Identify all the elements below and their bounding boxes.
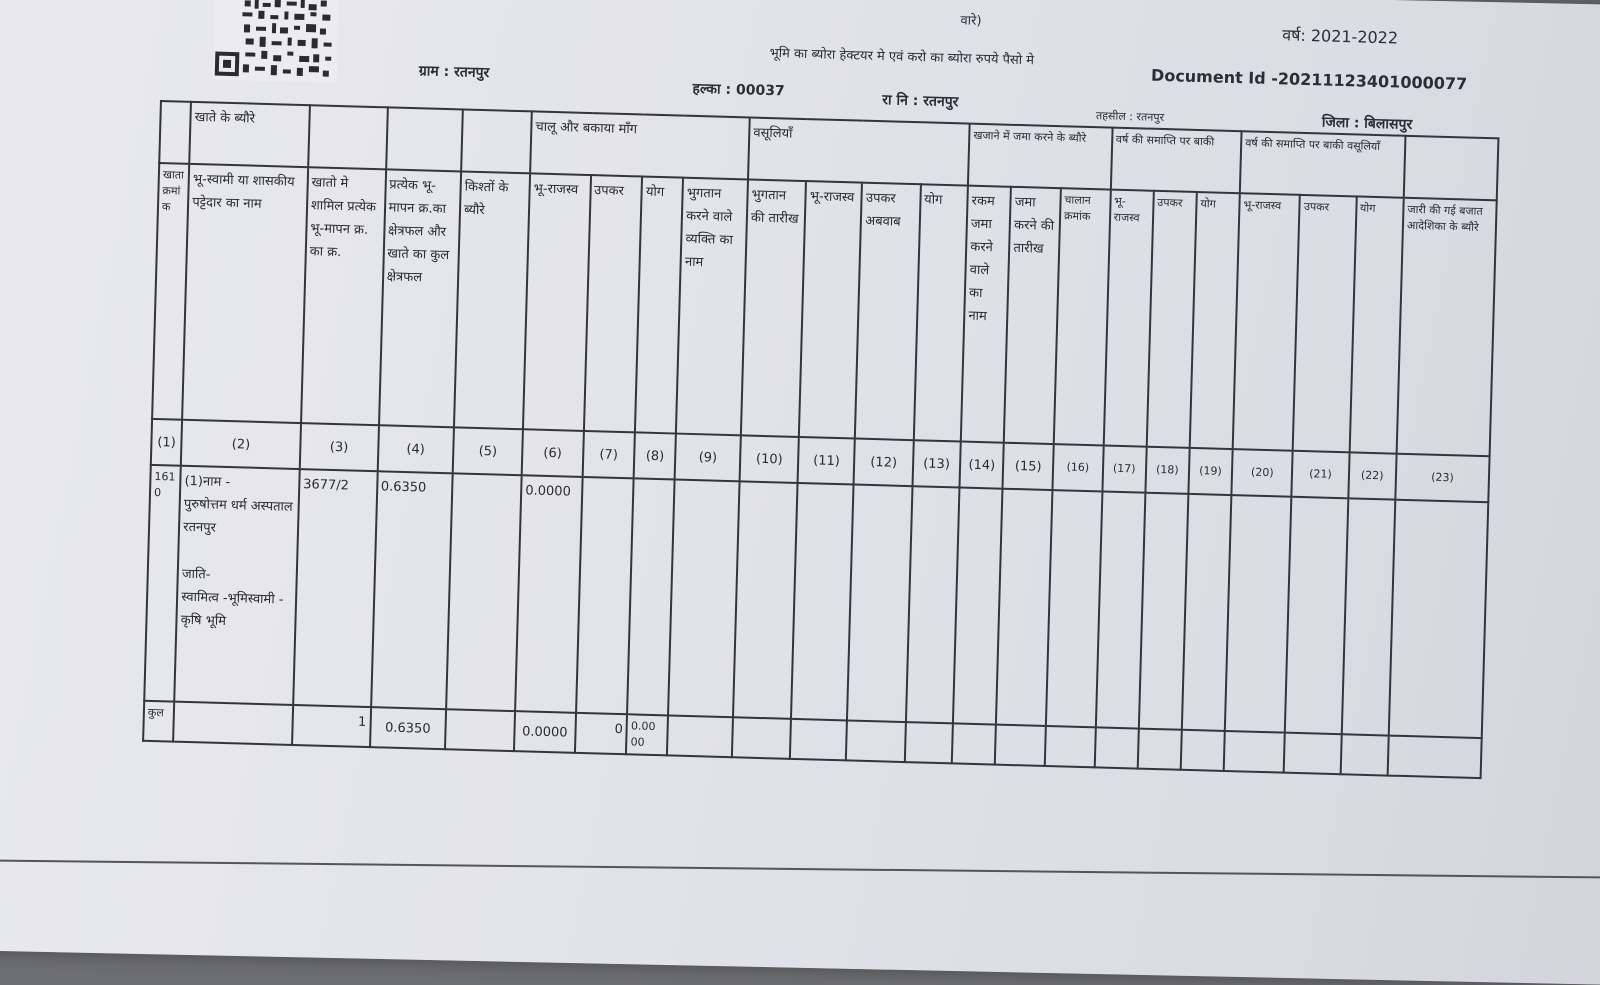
qr-code <box>213 0 339 83</box>
bhu-rajasva-value: 0.0000 <box>515 475 582 713</box>
col-num: (13) <box>912 440 961 487</box>
group-varsh-baki-vasuliyan: वर्ष की समाप्ति पर बाकी वसूलियाँ <box>1240 131 1406 198</box>
owner-details <box>174 466 299 705</box>
survey-number: 3677/2 <box>293 469 377 707</box>
owner-name: पुरुषोत्तम धर्म अस्पताल रतनपुर <box>183 496 293 536</box>
group-khajane: खजाने में जमा करने के ब्यौरे <box>968 124 1112 190</box>
col-header-16: चालान क्रमांक <box>1054 188 1111 445</box>
col-header-21: उपकर <box>1293 195 1356 452</box>
col-num: (9) <box>675 434 741 482</box>
col-num: (8) <box>634 432 676 479</box>
col-num: (21) <box>1292 451 1349 499</box>
col-header-5: किश्तों के ब्यौरे <box>454 171 530 429</box>
total-area: 0.6350 <box>370 707 447 749</box>
col-header-22: योग <box>1349 196 1404 453</box>
ownership-type: स्वामित्व -भूमिस्वामी - कृषि भूमि <box>180 589 284 630</box>
col-num: (5) <box>453 427 523 475</box>
col-num: (2) <box>181 420 301 469</box>
group-vasuliyan: वसूलियाँ <box>748 117 970 185</box>
col-header-11: भू-राजस्व <box>799 181 862 438</box>
col-header-18: उपकर <box>1146 191 1196 448</box>
col-num: (16) <box>1052 444 1103 491</box>
col-num: (3) <box>300 423 379 471</box>
group-varsh-baki: वर्ष की समाप्ति पर बाकी <box>1110 128 1241 194</box>
col-header-19: योग <box>1190 192 1240 449</box>
col-header-13: योग <box>913 184 968 441</box>
partial-top-text: वारे) <box>960 13 982 29</box>
col-num: (15) <box>1003 443 1054 490</box>
total-count: 1 <box>292 705 371 747</box>
col-header-20: भू-राजस्व <box>1233 193 1301 451</box>
col-num: (17) <box>1102 445 1146 492</box>
col-num: (23) <box>1395 454 1489 503</box>
col-header-1: खाता क्रमांक <box>152 163 189 420</box>
col-header-14: रकम जमा करने वाले का नाम <box>961 186 1011 443</box>
khata-number: 161 0 <box>144 465 181 702</box>
year-label: वर्ष: 2021-2022 <box>1281 25 1399 48</box>
col-num: (18) <box>1145 447 1189 494</box>
col-header-2: भू-स्वामी या शासकीय पट्टेदार का नाम <box>182 164 308 423</box>
group-khate-ke-byore: खाते के ब्यौरे <box>189 102 309 167</box>
land-record-table <box>142 100 1499 779</box>
col-header-3: खातो मे शामिल प्रत्येक भू-मापन क्र. का क्र. <box>301 167 386 425</box>
gram-label: ग्राम : रतनपुर <box>418 63 490 82</box>
col-header-9: भुगतान करने वाले व्यक्ति का नाम <box>676 178 748 436</box>
col-header-4: प्रत्येक भू-मापन क्र.का क्षेत्रफल और खाते का कुल क्षेत्रफल <box>379 169 462 427</box>
total-upkar: 0 <box>574 713 627 754</box>
area-value: 0.6350 <box>371 471 453 709</box>
col-num: (14) <box>960 441 1004 488</box>
col-num: (12) <box>854 439 914 487</box>
col-num: (19) <box>1188 448 1232 495</box>
group-chalu-bakaya: चालू और बकाया माँग <box>530 111 750 179</box>
tehsil-label: तहसील : रतनपुर <box>1095 109 1165 125</box>
col-header-12: उपकर अबवाब <box>855 183 920 441</box>
units-description: भूमि का ब्योरा हेक्टयर मे एवं करो का ब्योरा रुपये पैसो मे <box>769 46 1035 69</box>
total-label: कुल <box>143 701 174 742</box>
jila-label: जिला : बिलासपुर <box>1321 114 1413 133</box>
col-num: (11) <box>798 437 855 485</box>
col-num: (10) <box>740 435 800 483</box>
total-bhu-rajasva: 0.0000 <box>514 711 575 753</box>
total-yog: 0.00 00 <box>626 714 668 755</box>
col-header-10: भुगतान की तारीख <box>741 179 806 437</box>
table-row <box>144 465 1488 738</box>
column-header-row <box>152 163 1497 456</box>
col-header-15: जमा करने की तारीख <box>1004 187 1061 444</box>
ra-ni-label: रा नि : रतनपुर <box>882 92 959 111</box>
col-header-23: जारी की गई बजात आदेशिका के ब्यौरे <box>1397 198 1497 456</box>
col-num: (7) <box>582 431 635 478</box>
col-header-17: भू-राजस्व <box>1103 190 1153 447</box>
col-header-8: योग <box>635 176 683 433</box>
col-header-7: उपकर <box>583 175 642 432</box>
document-id: Document Id -20211123401000077 <box>1150 65 1468 94</box>
col-num: (1) <box>151 419 182 466</box>
col-num: (4) <box>377 425 454 473</box>
halka-label: हल्का : 00037 <box>692 80 785 100</box>
col-num: (6) <box>522 429 584 477</box>
col-num: (20) <box>1231 449 1293 497</box>
owner-name-label: (1)नाम - <box>184 473 231 491</box>
caste-label: जाति- <box>181 566 211 583</box>
col-header-6: भू-राजस्व <box>523 173 591 431</box>
col-num: (22) <box>1348 452 1397 499</box>
